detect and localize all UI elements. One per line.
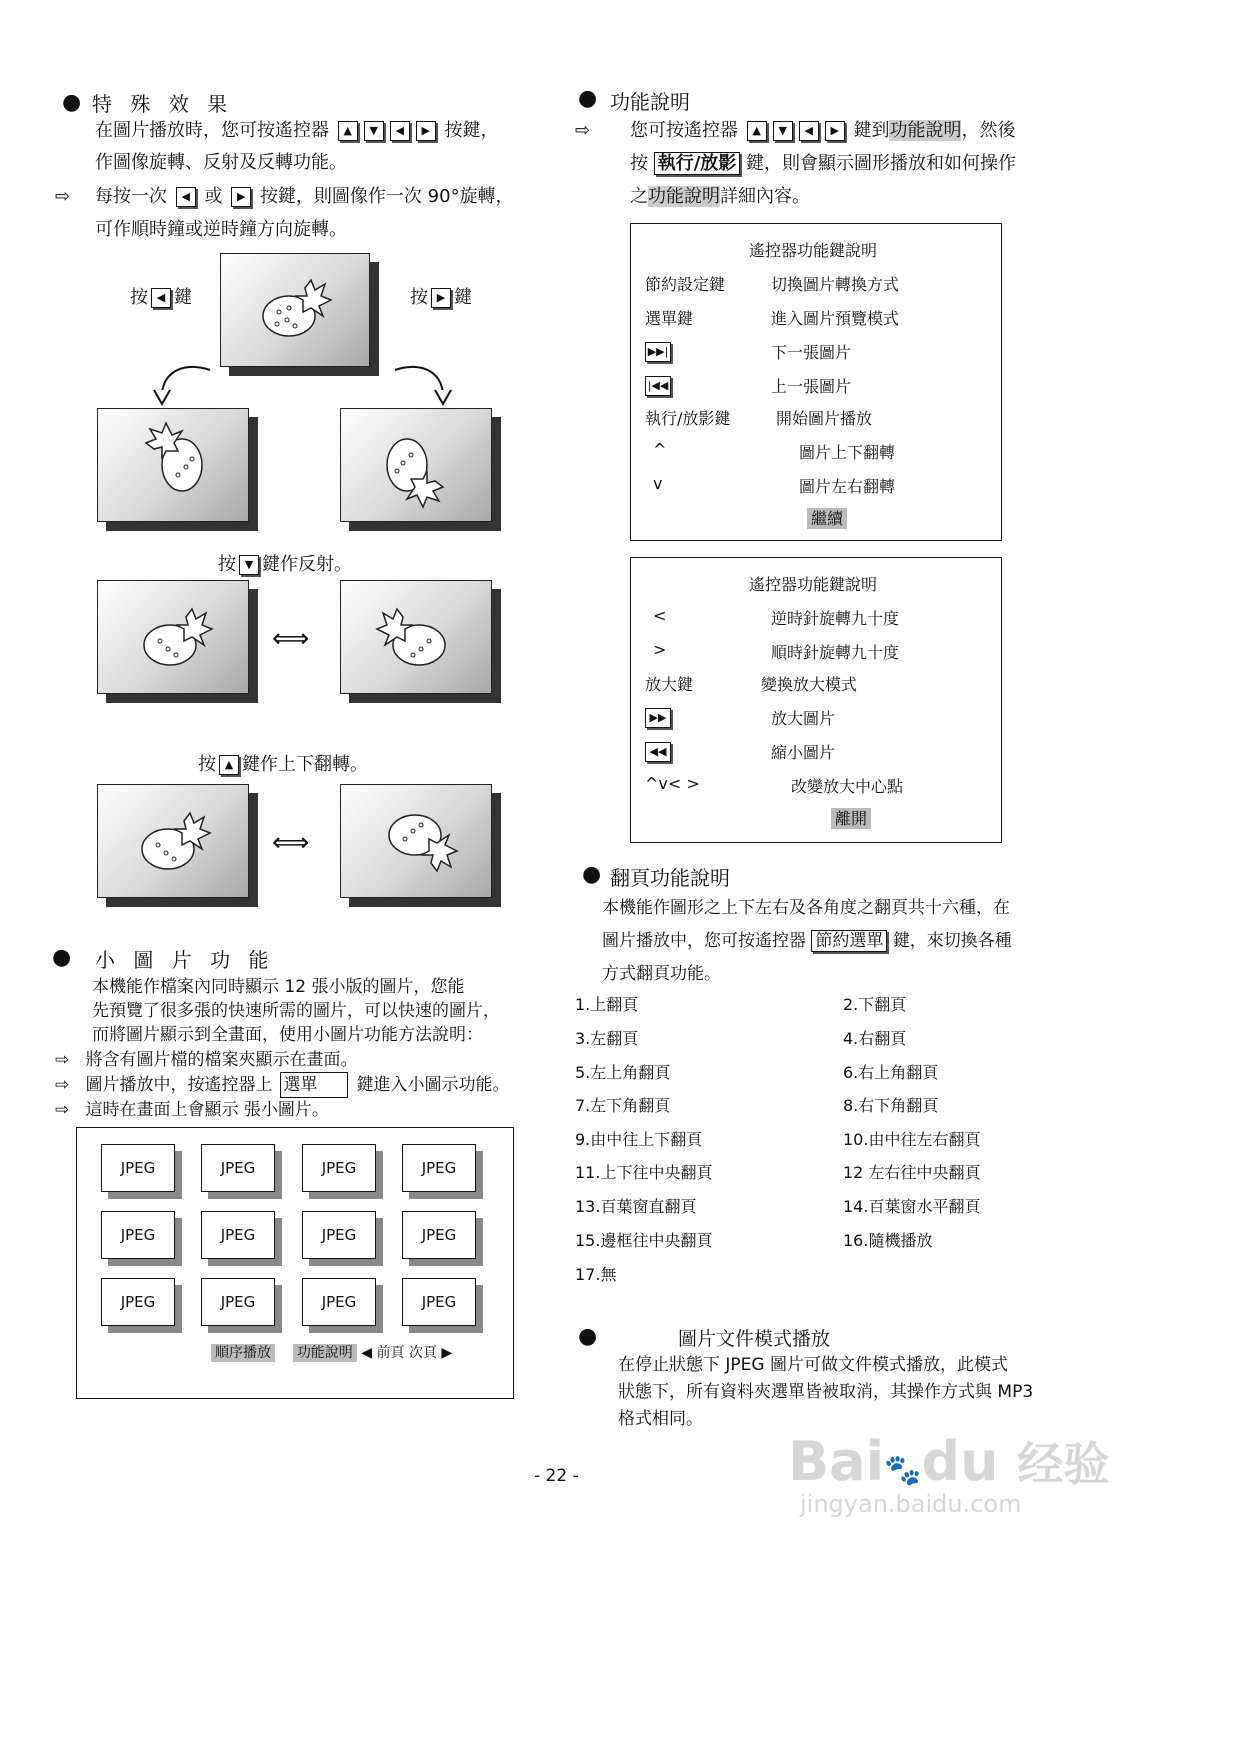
strawberry-icon — [341, 581, 491, 693]
highlight-text: 功能說明 — [889, 120, 962, 141]
right-key-icon: ▶ — [231, 187, 251, 207]
list-item: 15.邊框往中央翻頁 — [575, 1231, 713, 1250]
text: 按 — [218, 554, 236, 575]
text: 而將圖片顯示到全畫面，使用小圖片功能方法說明： — [92, 1025, 483, 1045]
text: 按鍵， — [444, 120, 499, 141]
text: 鍵 — [174, 287, 192, 308]
file-mode-paragraph — [618, 1352, 1033, 1433]
special-line-3 — [95, 180, 514, 214]
text: 按鍵，則圖像作一次 90°旋轉， — [259, 186, 514, 207]
bullet-dot: ● — [582, 862, 602, 887]
arrow-bullet-icon: ⇨ — [55, 1050, 70, 1070]
up-key-icon: ▲ — [219, 755, 239, 775]
list-item: 8.右下角翻頁 — [843, 1096, 939, 1115]
text: 鍵 — [454, 287, 472, 308]
thumbnail-tile[interactable]: JPEG — [101, 1278, 175, 1326]
text: 您可按遙控器 — [630, 120, 738, 141]
strawberry-icon — [98, 785, 248, 897]
press-left-caption — [130, 281, 192, 315]
list-item: 7.左下角翻頁 — [575, 1096, 671, 1115]
power-save-key-box: 節約選單 — [811, 930, 887, 952]
thumbnail-title: 小 圖 片 功 能 — [95, 948, 275, 972]
help-line-3 — [630, 180, 810, 214]
next-track-icon — [645, 340, 671, 362]
text: 鍵，則會顯示圖形播放和如何操作 — [746, 153, 1017, 174]
button-label: 離開 — [831, 808, 871, 829]
panel-desc: 逆時針旋轉九十度 — [771, 609, 900, 628]
panel-key: ^ — [653, 440, 667, 459]
panel-desc: 下一張圖片 — [771, 343, 852, 362]
bullet-dot: ● — [62, 90, 82, 115]
button-label: 繼續 — [807, 508, 847, 529]
text: 经验 — [1017, 1437, 1110, 1491]
special-effects-title: 特 殊 效 果 — [92, 92, 234, 116]
thumbnail-tile[interactable]: JPEG — [101, 1211, 175, 1259]
list-item: 10.由中往左右翻頁 — [843, 1130, 981, 1149]
image-frame-mirror-b — [340, 580, 492, 694]
watermark-url: jingyan.baidu.com — [800, 1490, 1022, 1518]
special-line-4: 可作順時鐘或逆時鐘方向旋轉。 — [95, 219, 347, 240]
text: 鍵到 — [853, 120, 890, 141]
image-frame-flip-a — [97, 784, 249, 898]
prev-arrow-icon[interactable]: ◀ — [361, 1345, 373, 1361]
image-frame-rotated-left — [97, 408, 249, 522]
text: 按 — [130, 287, 148, 308]
text: 詳細內容。 — [720, 186, 810, 207]
strawberry-icon — [98, 581, 248, 693]
thumbnail-tile[interactable]: JPEG — [201, 1278, 275, 1326]
text: 將含有圖片檔的檔案夾顯示在畫面。 — [85, 1050, 358, 1070]
thumbnail-footer — [211, 1342, 452, 1362]
text: 在圖片播放時，您可按遙控器 — [95, 120, 329, 141]
text: Bai — [788, 1430, 885, 1493]
page-number: - 22 - — [534, 1466, 579, 1486]
thumbnail-steps — [55, 1048, 509, 1122]
text: du — [921, 1430, 999, 1493]
press-right-caption — [410, 281, 472, 315]
thumbnail-tile[interactable]: JPEG — [302, 1144, 376, 1192]
up-key-icon: ▲ — [747, 121, 767, 141]
panel-desc: 變換放大模式 — [761, 675, 858, 694]
image-frame-original — [220, 253, 370, 367]
text: 鍵，來切換各種 — [892, 931, 1012, 951]
help-line-2 — [630, 147, 1016, 181]
continue-button[interactable] — [807, 506, 847, 529]
list-item: 4.右翻頁 — [843, 1029, 907, 1048]
image-frame-mirror-a — [97, 580, 249, 694]
text: 鍵作反射。 — [262, 554, 352, 575]
list-item: 9.由中往上下翻頁 — [575, 1130, 703, 1149]
text: 格式相同。 — [618, 1409, 703, 1429]
double-arrow-icon: ⟺ — [272, 624, 310, 654]
special-line-2: 作圖像旋轉、反射及反轉功能。 — [95, 152, 347, 173]
text: ，然後 — [961, 120, 1016, 141]
panel-key: 節約設定鍵 — [645, 275, 726, 294]
panel-key: 選單鍵 — [645, 309, 694, 328]
help-title: 功能說明 — [610, 90, 690, 114]
thumbnail-tile[interactable]: JPEG — [201, 1211, 275, 1259]
right-key-icon: ▶ — [825, 121, 845, 141]
exit-button[interactable] — [831, 806, 871, 829]
panel-desc: 圖片上下翻轉 — [799, 443, 896, 462]
slideshow-button[interactable]: 順序播放 — [211, 1344, 275, 1362]
play-key-box: 執行/放影 — [654, 152, 741, 175]
text: 按 — [198, 754, 216, 775]
prev-page-button[interactable]: 前頁 — [376, 1345, 405, 1361]
text: 之 — [630, 186, 648, 207]
text: 圖片播放中，您可按遙控器 — [602, 931, 806, 951]
panel-key: 執行/放影鍵 — [645, 409, 731, 428]
arrow-bullet-icon: ⇨ — [55, 1100, 70, 1120]
list-item: 6.右上角翻頁 — [843, 1063, 939, 1082]
strawberry-icon — [98, 409, 248, 521]
list-item: 5.左上角翻頁 — [575, 1063, 671, 1082]
zoom-in-icon — [645, 706, 671, 728]
strawberry-icon — [221, 254, 369, 366]
panel-desc: 縮小圖片 — [771, 743, 836, 762]
bullet-dot: ● — [578, 86, 598, 111]
thumbnail-tile[interactable]: JPEG — [302, 1278, 376, 1326]
list-item: 3.左翻頁 — [575, 1029, 639, 1048]
text: 鍵作上下翻轉。 — [242, 754, 368, 775]
panel-desc: 開始圖片播放 — [776, 409, 873, 428]
strawberry-icon — [341, 409, 491, 521]
panel-desc: 上一張圖片 — [771, 377, 852, 396]
text: 先預覽了很多張的快速所需的圖片，可以快速的圖片， — [92, 1001, 500, 1021]
image-frame-flip-b — [340, 784, 492, 898]
special-line-1 — [95, 114, 498, 148]
thumbnail-tile[interactable]: JPEG — [402, 1211, 476, 1259]
text: 在停止狀態下 JPEG 圖片可做文件模式播放，此模式 — [618, 1355, 1008, 1375]
right-key-icon: ▶ — [416, 121, 436, 141]
icon-label: ▶▶ — [645, 708, 671, 728]
double-arrow-icon: ⟺ — [272, 828, 310, 858]
zoom-out-icon — [645, 740, 671, 762]
thumbnail-paragraph — [92, 975, 500, 1047]
panel-key: < — [653, 606, 667, 625]
text: 圖片播放中，按遙控器上 — [85, 1075, 273, 1095]
paw-icon: 🐾 — [884, 1453, 922, 1488]
up-key-caption — [198, 748, 368, 782]
left-key-icon: ◀ — [176, 187, 196, 207]
thumbnail-tile[interactable]: JPEG — [402, 1278, 476, 1326]
left-key-icon: ◀ — [799, 121, 819, 141]
text: 每按一次 — [95, 186, 167, 207]
arrow-bullet-icon: ⇨ — [55, 1075, 70, 1095]
left-key-icon: ◀ — [390, 121, 410, 141]
list-item: 11.上下往中央翻頁 — [575, 1163, 713, 1182]
next-arrow-icon[interactable]: ▶ — [441, 1345, 453, 1361]
thumbnail-tile[interactable]: JPEG — [302, 1211, 376, 1259]
bullet-dot: ● — [578, 1324, 598, 1349]
panel-desc: 進入圖片預覽模式 — [771, 309, 900, 328]
text: 按 — [630, 153, 648, 174]
prev-track-icon — [645, 374, 671, 396]
text: 這時在畫面上會顯示 張小圖片。 — [85, 1100, 329, 1120]
panel-title: 遙控器功能鍵說明 — [749, 575, 878, 594]
menu-key-box: 選單 — [280, 1072, 348, 1098]
remote-help-panel-2 — [630, 557, 1002, 843]
list-item: 1.上翻頁 — [575, 995, 639, 1014]
panel-key: v — [653, 474, 663, 493]
icon-label: ▶▶| — [645, 342, 671, 362]
panel-key: ^v< > — [645, 774, 700, 793]
text: 按 — [410, 287, 428, 308]
list-item: 17.無 — [575, 1265, 617, 1284]
curved-arrow-icon — [150, 360, 220, 410]
text: 本機能作檔案內同時顯示 12 張小版的圖片，您能 — [92, 977, 465, 997]
transition-title: 翻頁功能說明 — [610, 866, 730, 890]
list-item: 16.隨機播放 — [843, 1231, 933, 1250]
thumbnail-tile[interactable]: JPEG — [402, 1144, 476, 1192]
text: 方式翻頁功能。 — [602, 964, 721, 984]
arrow-bullet-icon: ⇨ — [55, 186, 71, 207]
panel-desc: 改變放大中心點 — [791, 777, 904, 796]
text: 本機能作圖形之上下左右及各角度之翻頁共十六種，在 — [602, 898, 1010, 918]
icon-label: |◀◀ — [645, 376, 671, 396]
down-key-icon: ▼ — [239, 555, 259, 575]
thumbnail-tile[interactable]: JPEG — [201, 1144, 275, 1192]
next-page-button[interactable]: 次頁 — [408, 1345, 437, 1361]
panel-desc: 放大圖片 — [771, 709, 836, 728]
panel-title: 遙控器功能鍵說明 — [749, 241, 878, 260]
curved-arrow-icon — [385, 360, 455, 410]
strawberry-icon — [341, 785, 491, 897]
highlight-text: 功能說明 — [648, 186, 720, 207]
list-item: 14.百葉窗水平翻頁 — [843, 1197, 981, 1216]
text: 或 — [204, 186, 223, 207]
remote-help-panel-1 — [630, 223, 1002, 541]
up-key-icon: ▲ — [338, 121, 358, 141]
watermark-brand — [788, 1428, 1109, 1494]
bullet-dot: ● — [52, 945, 72, 970]
list-item: 2.下翻頁 — [843, 995, 907, 1014]
thumbnail-screen — [76, 1127, 514, 1399]
help-button[interactable]: 功能說明 — [293, 1344, 357, 1362]
arrow-bullet-icon: ⇨ — [575, 120, 591, 141]
left-key-icon: ◀ — [151, 288, 171, 308]
panel-desc: 順時針旋轉九十度 — [771, 643, 900, 662]
help-line-1 — [630, 114, 1015, 148]
list-item: 13.百葉窗直翻頁 — [575, 1197, 697, 1216]
panel-desc: 切換圖片轉換方式 — [771, 275, 900, 294]
panel-key: 放大鍵 — [645, 675, 694, 694]
thumbnail-tile[interactable]: JPEG — [101, 1144, 175, 1192]
image-frame-rotated-right — [340, 408, 492, 522]
down-key-icon: ▼ — [773, 121, 793, 141]
file-mode-title: 圖片文件模式播放 — [678, 1328, 831, 1350]
transition-paragraph — [602, 892, 1012, 991]
down-key-icon: ▼ — [364, 121, 384, 141]
list-item: 12 左右往中央翻頁 — [843, 1163, 981, 1182]
panel-desc: 圖片左右翻轉 — [799, 477, 896, 496]
down-key-caption — [218, 548, 352, 582]
icon-label: ◀◀ — [645, 742, 671, 762]
text: 鍵進入小圖示功能。 — [356, 1075, 510, 1095]
panel-key: > — [653, 640, 667, 659]
right-key-icon: ▶ — [431, 288, 451, 308]
text: 狀態下，所有資料夾選單皆被取消，其操作方式與 MP3 — [618, 1382, 1034, 1402]
